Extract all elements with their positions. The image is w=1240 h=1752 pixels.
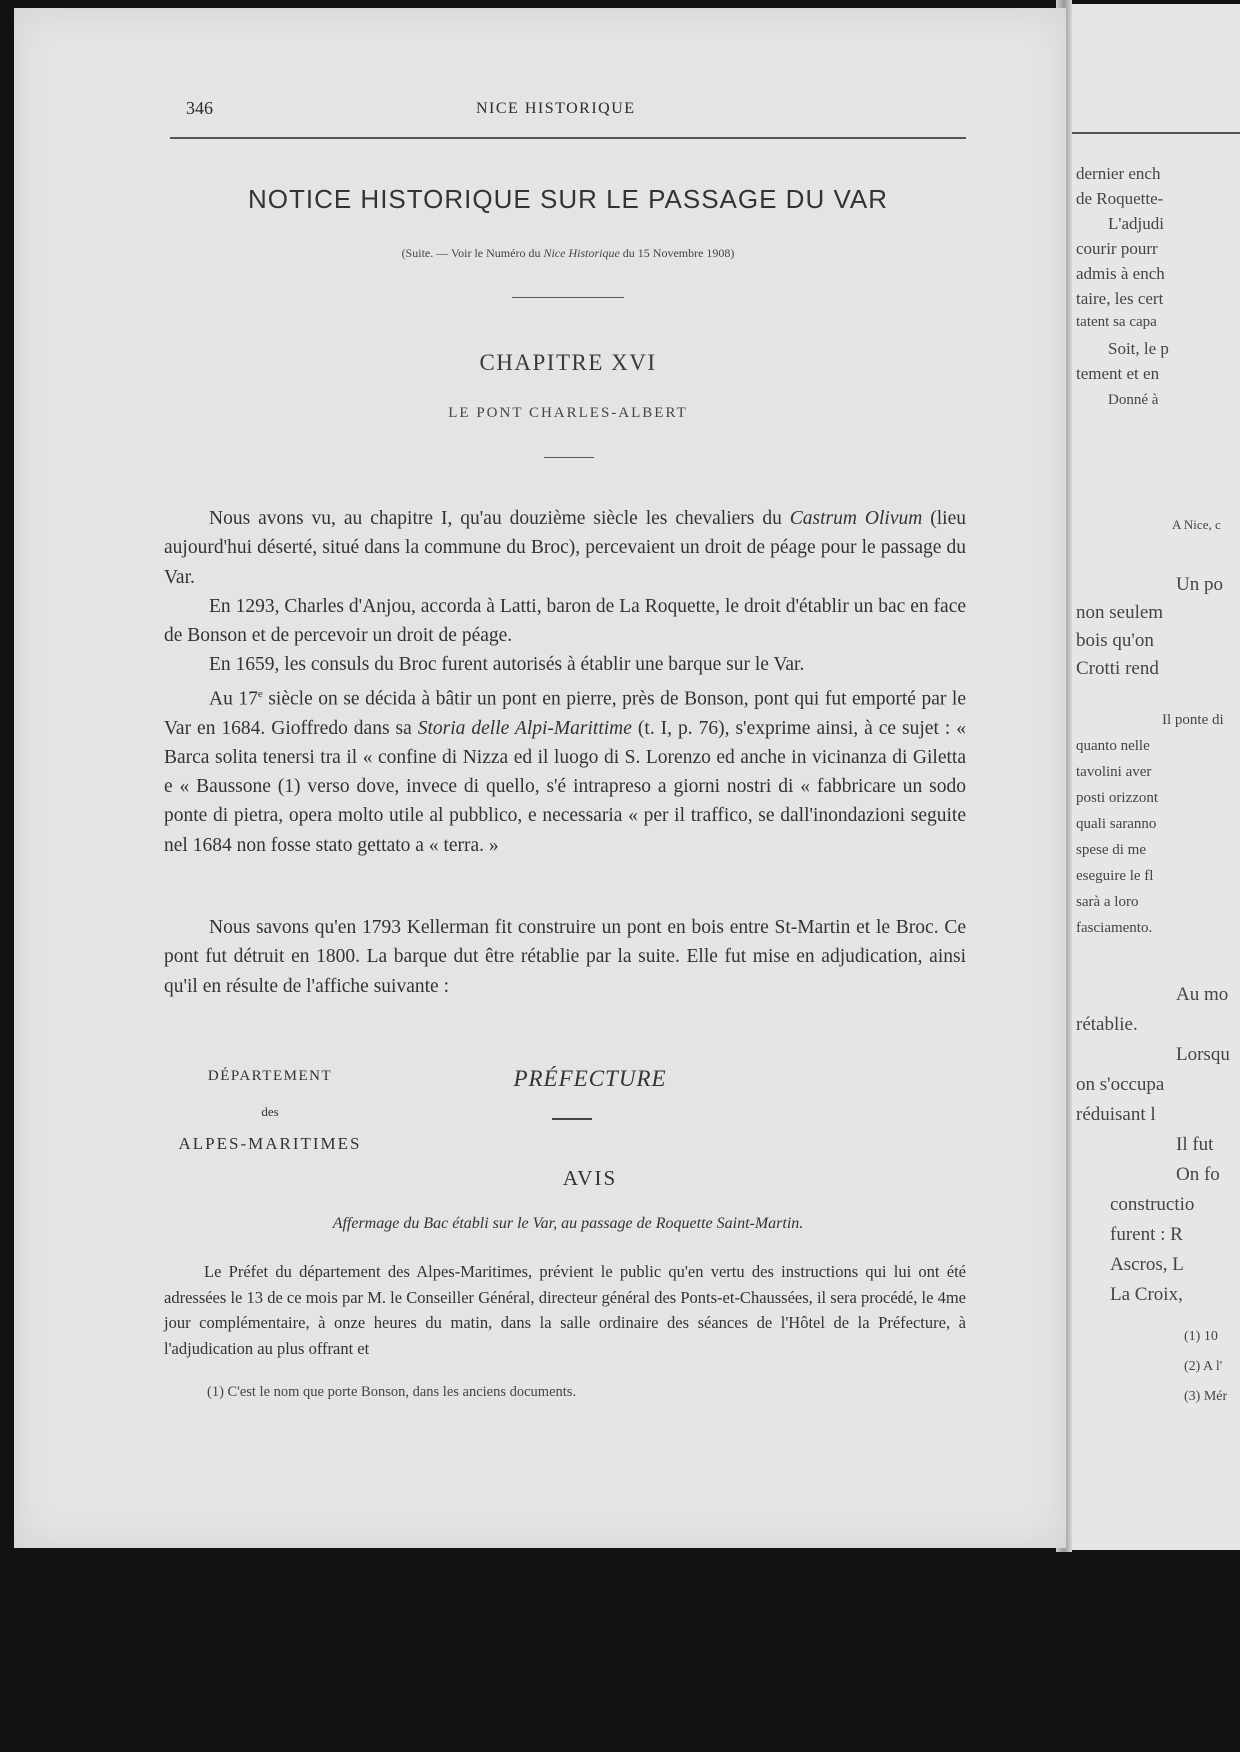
- article-title: NOTICE HISTORIQUE SUR LE PASSAGE DU VAR: [247, 184, 888, 214]
- facing-line: (2) A l': [1184, 1359, 1223, 1374]
- prefecture-heading: PRÉFECTURE: [513, 1066, 667, 1091]
- title-divider: [512, 297, 624, 298]
- facing-line: dernier ench: [1076, 164, 1161, 183]
- facing-line: On fo: [1176, 1164, 1220, 1185]
- facing-line: non seulem: [1076, 602, 1164, 623]
- prefecture-divider: [552, 1118, 592, 1120]
- facing-line: A Nice, c: [1172, 517, 1221, 532]
- facing-line: La Croix,: [1110, 1284, 1183, 1305]
- facing-line: Donné à: [1108, 392, 1159, 408]
- facing-line: quanto nelle: [1076, 738, 1150, 754]
- facing-line: rétablie.: [1076, 1014, 1138, 1035]
- facing-line: tatent sa capa: [1076, 314, 1157, 330]
- facing-line: réduisant l: [1076, 1104, 1156, 1125]
- body-text: [164, 504, 966, 860]
- paragraph: Au 17e siècle on se décida à bâtir un pont en pierre, près de Bonson, pont qui fut emporté par le Var en 1684. Gioffredo dans sa Storia delle Alpi-Marittime (t. I, p. 76), s'exprime ainsi, à ce sujet : « Barca solita tenersi tra il « confine di Nizza ed il luogo di S. Lorenzo ed anche in vicinanza di Giletta e « Baussone (1) verso dove, invece di quello, s'é intrapreso a giorni nostri di « fabbricare un sodo ponte di pietra, opera molto utile al pubblico, e necessaria « per il traffico, se dall'inondazioni seguite nel 1684 non fosse stato gettato a « terra. »: [164, 687, 967, 856]
- notice-subject: Affermage du Bac établi sur le Var, au passage de Roquette Saint-Martin.: [332, 1215, 804, 1232]
- facing-line: tement et en: [1076, 364, 1160, 383]
- facing-line: Au mo: [1176, 984, 1229, 1005]
- facing-line: admis à ench: [1076, 264, 1165, 283]
- facing-line: Crotti rend: [1076, 658, 1159, 679]
- footnote: (1) C'est le nom que porte Bonson, dans les anciens documents.: [207, 1384, 577, 1400]
- facing-line: taire, les cert: [1076, 289, 1164, 308]
- running-title: NICE HISTORIQUE: [476, 100, 636, 117]
- header-rule: [170, 137, 966, 139]
- avis-heading: AVIS: [562, 1166, 618, 1190]
- page-number: 346: [186, 98, 213, 118]
- chapter-divider: [544, 457, 594, 458]
- department-name: ALPES-MARITIMES: [178, 1134, 362, 1153]
- facing-line: eseguire le fl: [1076, 868, 1154, 884]
- paragraph: Nous savons qu'en 1793 Kellerman fit construire un pont en bois entre St-Martin et le Broc. Ce pont fut détruit en 1800. La barque dut être rétablie par la suite. Elle fut mise en adjudication, ainsi qu'il en résulte de l'affiche suivante :: [164, 917, 966, 997]
- paragraph: En 1293, Charles d'Anjou, accorda à Latti, baron de La Roquette, le droit d'établir un bac en face de Bonson et de percevoir un droit de péage.: [164, 595, 966, 647]
- facing-line: Soit, le p: [1108, 339, 1169, 358]
- facing-line: Un po: [1176, 574, 1223, 595]
- article-subtitle: (Suite. — Voir le Numéro du Nice Historique du 15 Novembre 1908): [401, 246, 735, 260]
- facing-line: sarà a loro: [1076, 894, 1139, 910]
- facing-page: [1070, 4, 1240, 1550]
- facing-line: de Roquette-: [1076, 189, 1164, 208]
- journal-name: Nice Historique: [543, 246, 620, 260]
- facing-line: quali saranno: [1076, 816, 1157, 832]
- facing-line: (1) 10: [1184, 1329, 1218, 1344]
- chapter-heading: CHAPITRE XVI: [479, 350, 657, 375]
- facing-line: constructio: [1110, 1194, 1195, 1215]
- department-label: DÉPARTEMENT: [207, 1068, 333, 1084]
- paragraph: En 1659, les consuls du Broc furent autorisés à établir une barque sur le Var.: [209, 654, 805, 676]
- facing-line: furent : R: [1110, 1224, 1183, 1245]
- notice-body: [164, 1259, 966, 1361]
- facing-line: Il fut: [1176, 1134, 1214, 1155]
- facing-line: courir pourr: [1076, 239, 1158, 258]
- body-text: [164, 913, 966, 1001]
- facing-line: L'adjudi: [1108, 214, 1164, 233]
- facing-line: bois qu'on: [1076, 630, 1154, 651]
- facing-line: fasciamento.: [1076, 920, 1153, 936]
- facing-line: Ascros, L: [1110, 1254, 1184, 1275]
- facing-line: (3) Mér: [1184, 1389, 1228, 1404]
- facing-line: posti orizzont: [1076, 790, 1159, 806]
- paragraph: Le Préfet du département des Alpes-Maritimes, prévient le public qu'en vertu des instructions qui lui ont été adressées le 13 de ce mois par M. le Conseiller Général, directeur général des Ponts-et-Chaussées, il sera procédé, le 4me jour complémentaire, à onze heures du matin, dans la salle ordinaire des séances de l'Hôtel de la Préfecture, à l'adjudication au plus offrant et: [164, 1262, 966, 1358]
- paragraph: Nous avons vu, au chapitre I, qu'au douzième siècle les chevaliers du Castrum Olivum (lieu aujourd'hui déserté, situé dans la commune du Broc), percevaient un droit de péage pour le passage du Var.: [164, 508, 967, 588]
- facing-page-rule: [1070, 132, 1240, 134]
- facing-line: tavolini aver: [1076, 764, 1152, 780]
- facing-line: on s'occupa: [1076, 1074, 1165, 1095]
- facing-line: Lorsqu: [1176, 1044, 1230, 1065]
- facing-line: Il ponte di: [1162, 712, 1224, 728]
- department-connector: des: [261, 1104, 279, 1119]
- facing-line: spese di me: [1076, 842, 1146, 858]
- chapter-subheading: LE PONT CHARLES-ALBERT: [448, 405, 688, 421]
